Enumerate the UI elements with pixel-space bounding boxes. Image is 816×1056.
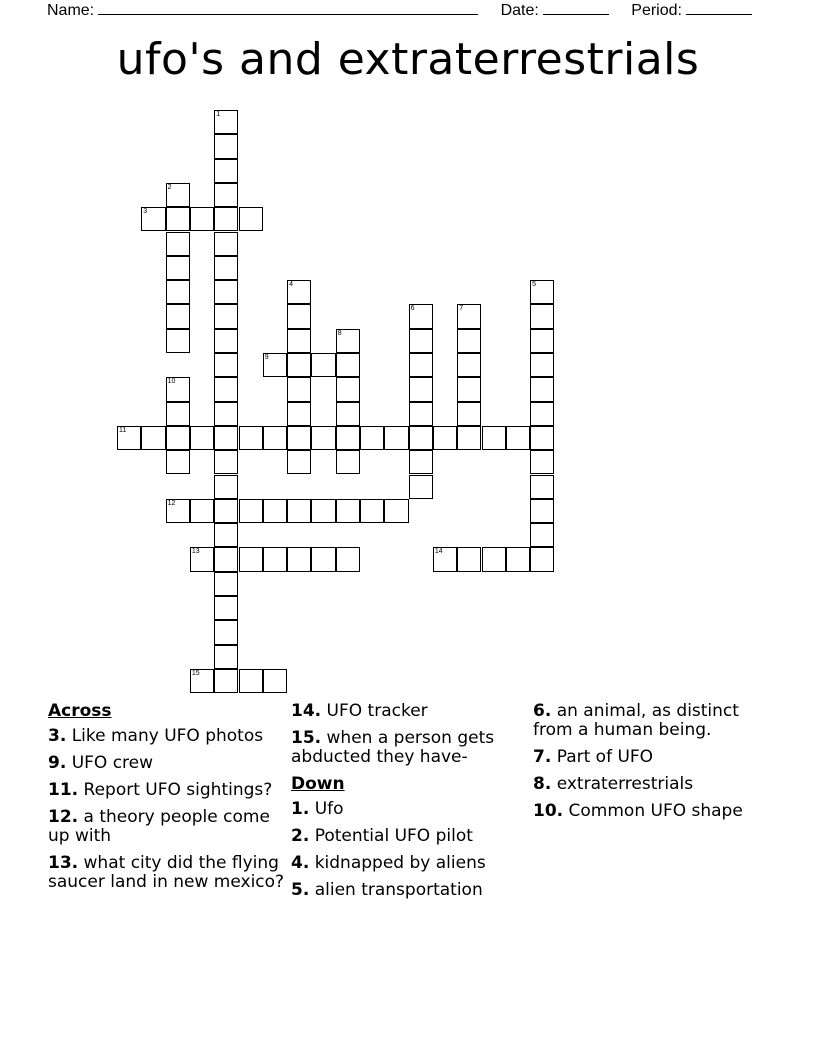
crossword-cell[interactable] xyxy=(336,547,360,571)
crossword-cell[interactable] xyxy=(287,450,311,474)
date-label: Date: xyxy=(500,2,539,19)
crossword-cell[interactable] xyxy=(263,426,287,450)
crossword-cell[interactable] xyxy=(457,329,481,353)
clue-text: extraterrestrials xyxy=(551,774,694,794)
cell-number: 11 xyxy=(119,426,127,434)
crossword-cell[interactable] xyxy=(409,329,433,353)
crossword-cell[interactable] xyxy=(384,499,408,523)
clue-item xyxy=(291,702,529,721)
crossword-cell[interactable] xyxy=(457,353,481,377)
cell-number: 13 xyxy=(191,548,200,556)
crossword-cell[interactable] xyxy=(336,353,360,377)
clue-text: Ufo xyxy=(309,799,344,819)
crossword-cell[interactable] xyxy=(239,207,263,231)
clue-item xyxy=(291,881,529,900)
clue-text: an animal, as distinct from a human being. xyxy=(533,701,739,740)
crossword-cell[interactable] xyxy=(239,547,263,571)
crossword-cell[interactable] xyxy=(141,207,165,231)
crossword-cell[interactable] xyxy=(214,183,238,207)
crossword-cell[interactable] xyxy=(311,426,335,450)
crossword-cell[interactable] xyxy=(190,499,214,523)
clue-number: 10. xyxy=(533,801,564,821)
crossword-cell[interactable] xyxy=(214,475,238,499)
crossword-cell[interactable] xyxy=(530,304,554,328)
crossword-cell[interactable] xyxy=(409,475,433,499)
crossword-cell[interactable] xyxy=(530,475,554,499)
cell-number: 4 xyxy=(289,281,293,289)
clue-number: 12. xyxy=(48,807,79,827)
crossword-cell[interactable] xyxy=(214,596,238,620)
crossword-cell[interactable] xyxy=(166,280,190,304)
crossword-cell[interactable] xyxy=(287,426,311,450)
clue-text: Potential UFO pilot xyxy=(309,826,473,846)
crossword-cell[interactable] xyxy=(530,377,554,401)
crossword-cell[interactable] xyxy=(166,256,190,280)
cell-number: 14 xyxy=(434,548,443,556)
across-clue-list-2 xyxy=(291,702,529,767)
clue-item xyxy=(48,854,286,892)
cell-number: 3 xyxy=(143,208,148,216)
cell-number: 5 xyxy=(532,281,536,289)
crossword-cell[interactable] xyxy=(190,547,214,571)
crossword-cell[interactable] xyxy=(287,547,311,571)
clue-text: kidnapped by aliens xyxy=(309,853,486,873)
cell-number: 15 xyxy=(191,669,200,677)
cell-number: 12 xyxy=(167,499,176,507)
cell-number: 6 xyxy=(410,305,415,313)
clue-number: 13. xyxy=(48,853,79,873)
crossword-cell[interactable] xyxy=(311,499,335,523)
cell-number: 7 xyxy=(459,305,464,313)
crossword-cell[interactable] xyxy=(409,426,433,450)
clue-text: UFO crew xyxy=(66,753,154,773)
clue-number: 5. xyxy=(291,880,310,900)
crossword-cell[interactable] xyxy=(166,377,190,401)
cell-number: 10 xyxy=(167,378,176,386)
crossword-cell[interactable] xyxy=(214,353,238,377)
crossword-cell[interactable] xyxy=(214,256,238,280)
crossword-cell[interactable] xyxy=(214,402,238,426)
crossword-cell[interactable] xyxy=(530,523,554,547)
crossword-cell[interactable] xyxy=(409,304,433,328)
crossword-cell[interactable] xyxy=(239,499,263,523)
clue-item xyxy=(533,775,771,794)
clue-number: 6. xyxy=(533,701,552,721)
crossword-cell[interactable] xyxy=(166,402,190,426)
cell-number: 9 xyxy=(264,354,269,361)
clue-number: 3. xyxy=(48,726,67,746)
crossword-cell[interactable] xyxy=(311,547,335,571)
clue-text: Common UFO shape xyxy=(563,801,743,821)
name-label: Name: xyxy=(47,2,95,19)
across-clue-list-1 xyxy=(48,727,286,892)
crossword-cell[interactable] xyxy=(287,353,311,377)
crossword-cell[interactable] xyxy=(214,134,238,158)
crossword-cell[interactable] xyxy=(239,669,263,693)
crossword-cell[interactable] xyxy=(360,499,384,523)
crossword-cell[interactable] xyxy=(214,669,238,693)
crossword-cell[interactable] xyxy=(214,329,238,353)
crossword-cell[interactable] xyxy=(141,426,165,450)
crossword-cell[interactable] xyxy=(214,232,238,256)
crossword-cell[interactable] xyxy=(384,426,408,450)
clue-text: alien transportation xyxy=(309,880,483,900)
crossword-cell[interactable] xyxy=(214,523,238,547)
cell-number: 2 xyxy=(167,183,172,191)
crossword-cell[interactable] xyxy=(336,402,360,426)
down-clue-list-1 xyxy=(291,800,529,900)
crossword-cell[interactable] xyxy=(482,426,506,450)
crossword-cell[interactable] xyxy=(530,426,554,450)
clue-item xyxy=(533,702,771,740)
clue-text: UFO tracker xyxy=(321,701,428,721)
crossword-cell[interactable] xyxy=(214,159,238,183)
crossword-cell[interactable] xyxy=(214,426,238,450)
clue-item xyxy=(48,754,286,773)
crossword-cell[interactable] xyxy=(166,450,190,474)
crossword-cell[interactable] xyxy=(530,547,554,571)
crossword-cell[interactable] xyxy=(287,304,311,328)
clues-column-3 xyxy=(533,702,771,829)
crossword-cell[interactable] xyxy=(166,207,190,231)
crossword-cell[interactable] xyxy=(214,377,238,401)
crossword-cell[interactable] xyxy=(166,426,190,450)
clue-item xyxy=(48,781,286,800)
crossword-cell[interactable] xyxy=(190,207,214,231)
clue-text: Report UFO sightings? xyxy=(78,780,273,800)
crossword-cell[interactable] xyxy=(287,377,311,401)
clue-item xyxy=(291,729,529,767)
clue-item xyxy=(533,748,771,767)
crossword-cell[interactable] xyxy=(214,645,238,669)
across-heading: Across xyxy=(48,701,112,721)
cell-number: 1 xyxy=(216,111,221,118)
crossword-cell[interactable] xyxy=(214,280,238,304)
crossword-cell[interactable] xyxy=(409,353,433,377)
clue-number: 8. xyxy=(533,774,552,794)
clue-number: 4. xyxy=(291,853,310,873)
crossword-cell[interactable] xyxy=(166,304,190,328)
clue-text: a theory people come up with xyxy=(48,807,270,846)
crossword-cell[interactable] xyxy=(190,669,214,693)
crossword-cell[interactable] xyxy=(214,572,238,596)
crossword-cell[interactable] xyxy=(263,499,287,523)
clue-text: Part of UFO xyxy=(551,747,654,767)
crossword-cell[interactable] xyxy=(530,280,554,304)
clue-item xyxy=(291,827,529,846)
crossword-cell[interactable] xyxy=(287,402,311,426)
clue-item xyxy=(291,800,529,819)
crossword-cell[interactable] xyxy=(214,304,238,328)
crossword-cell[interactable] xyxy=(409,450,433,474)
clue-item xyxy=(48,727,286,746)
crossword-cell[interactable] xyxy=(166,232,190,256)
clue-number: 7. xyxy=(533,747,552,767)
crossword-cell[interactable] xyxy=(336,329,360,353)
crossword-cell[interactable] xyxy=(482,547,506,571)
crossword-cell[interactable] xyxy=(336,499,360,523)
clue-number: 14. xyxy=(291,701,322,721)
crossword-cell[interactable] xyxy=(336,450,360,474)
clue-number: 1. xyxy=(291,799,310,819)
crossword-cell[interactable] xyxy=(457,304,481,328)
crossword-cell[interactable] xyxy=(214,620,238,644)
crossword-cell[interactable] xyxy=(287,280,311,304)
clue-item xyxy=(48,808,286,846)
clue-item xyxy=(533,802,771,821)
crossword-cell[interactable] xyxy=(214,207,238,231)
crossword-cell[interactable] xyxy=(214,450,238,474)
crossword-cell[interactable] xyxy=(530,499,554,523)
crossword-cell[interactable] xyxy=(287,499,311,523)
crossword-cell[interactable] xyxy=(360,426,384,450)
clue-text: when a person gets abducted they have- xyxy=(291,728,495,767)
clue-text: Like many UFO photos xyxy=(66,726,264,746)
clue-item xyxy=(291,854,529,873)
cell-number: 8 xyxy=(337,329,342,337)
clues-column-1 xyxy=(48,702,286,900)
crossword-cell[interactable] xyxy=(530,329,554,353)
crossword-cell[interactable] xyxy=(336,377,360,401)
crossword-cell[interactable] xyxy=(190,426,214,450)
crossword-cell[interactable] xyxy=(530,450,554,474)
clue-text: what city did the flying saucer land in new mexico? xyxy=(48,853,285,892)
crossword-cell[interactable] xyxy=(433,547,457,571)
clue-number: 9. xyxy=(48,753,67,773)
crossword-cell[interactable] xyxy=(409,377,433,401)
crossword-cell[interactable] xyxy=(166,183,190,207)
page-title: ufo's and extraterrestrials xyxy=(116,34,700,85)
period-label: Period: xyxy=(631,2,682,19)
crossword-cell[interactable] xyxy=(263,353,287,377)
crossword-cell[interactable] xyxy=(214,110,238,134)
crossword-cell[interactable] xyxy=(214,547,238,571)
crossword-cell[interactable] xyxy=(433,426,457,450)
down-heading: Down xyxy=(291,774,345,794)
clue-number: 11. xyxy=(48,780,79,800)
crossword-cell[interactable] xyxy=(409,402,433,426)
crossword-cell[interactable] xyxy=(530,402,554,426)
crossword-cell[interactable] xyxy=(287,329,311,353)
down-clue-list-2 xyxy=(533,702,771,821)
clues-column-2 xyxy=(291,702,529,908)
crossword-cell[interactable] xyxy=(457,426,481,450)
crossword-cell[interactable] xyxy=(457,402,481,426)
crossword-cell[interactable] xyxy=(239,426,263,450)
crossword-cell[interactable] xyxy=(263,547,287,571)
crossword-cell[interactable] xyxy=(263,669,287,693)
crossword-cell[interactable] xyxy=(336,426,360,450)
crossword-cell[interactable] xyxy=(166,329,190,353)
crossword-cell[interactable] xyxy=(117,426,141,450)
crossword-cell[interactable] xyxy=(457,547,481,571)
crossword-cell[interactable] xyxy=(506,547,530,571)
clue-number: 15. xyxy=(291,728,322,748)
clue-number: 2. xyxy=(291,826,310,846)
crossword-cell[interactable] xyxy=(530,353,554,377)
crossword-cell[interactable] xyxy=(214,499,238,523)
crossword-cell[interactable] xyxy=(506,426,530,450)
crossword-cell[interactable] xyxy=(166,499,190,523)
crossword-cell[interactable] xyxy=(311,353,335,377)
crossword-cell[interactable] xyxy=(457,377,481,401)
